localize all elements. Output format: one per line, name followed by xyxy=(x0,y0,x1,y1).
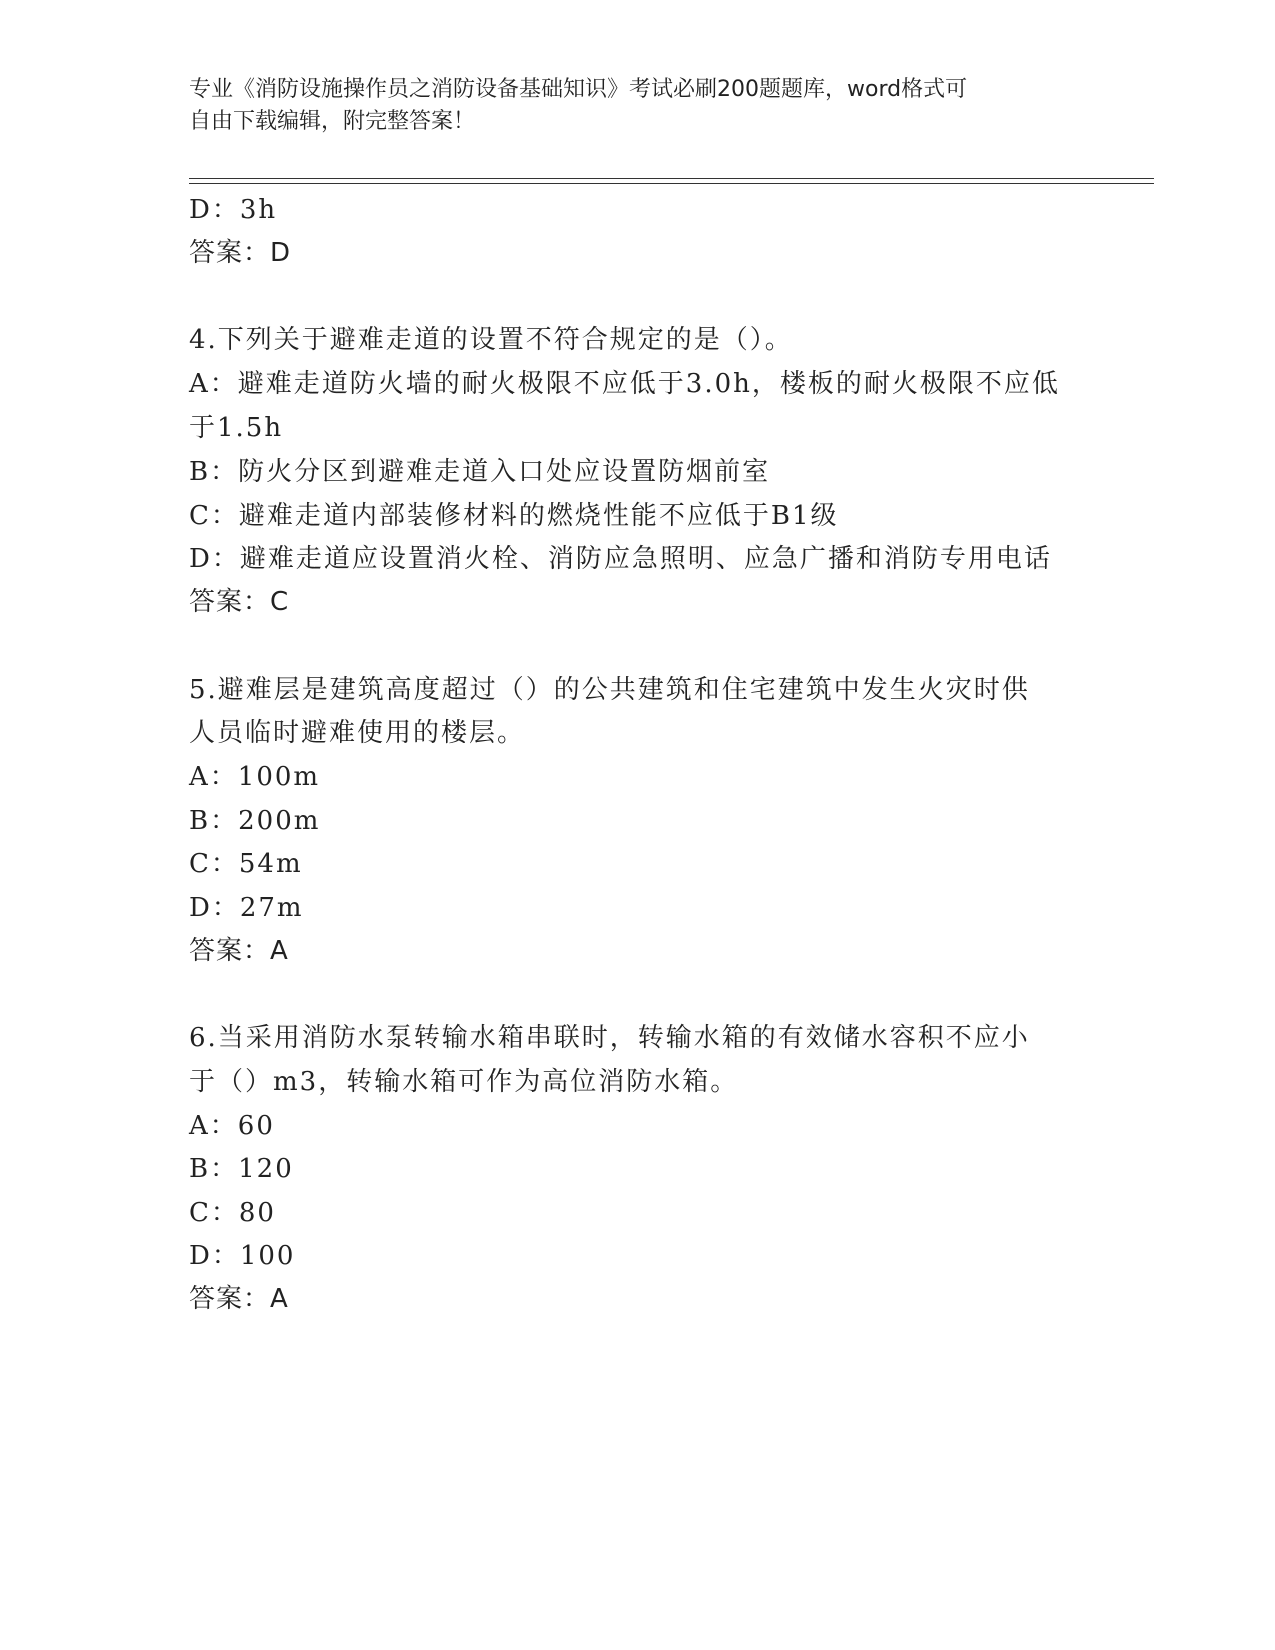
q4-option-d: D：避难走道应设置消火栓、消防应急照明、应急广播和消防专用电话 xyxy=(189,544,1052,574)
q6-option-d: D：100 xyxy=(189,1241,296,1271)
header-divider-top xyxy=(189,178,1154,179)
document-header xyxy=(189,74,1089,138)
q4-option-a-line1: A：避难走道防火墙的耐火极限不应低于3.0h，楼板的耐火极限不应低 xyxy=(189,369,1060,399)
header-line-1: 专业《消防设施操作员之消防设备基础知识》考试必刷200题题库，word格式可 xyxy=(189,77,968,102)
q4-option-b: B：防火分区到避难走道入口处应设置防烟前室 xyxy=(189,457,771,487)
q5-stem-line2: 人员临时避难使用的楼层。 xyxy=(189,718,526,748)
q6-answer: 答案：A xyxy=(189,1284,289,1314)
q5-option-d: D：27m xyxy=(189,893,304,923)
header-divider-bottom xyxy=(189,183,1154,184)
q4-stem: 4.下列关于避难走道的设置不符合规定的是（）。 xyxy=(189,325,793,355)
q5-option-b: B：200m xyxy=(189,806,321,836)
q5-answer: 答案：A xyxy=(189,936,289,966)
q5-option-c: C：54m xyxy=(189,849,303,879)
q6-option-a: A：60 xyxy=(189,1111,275,1141)
q5-stem-line1: 5.避难层是建筑高度超过（）的公共建筑和住宅建筑中发生火灾时供 xyxy=(189,675,1030,705)
q3-option-d: D：3h xyxy=(189,195,278,225)
q3-answer: 答案：D xyxy=(189,238,292,268)
q4-option-c: C：避难走道内部装修材料的燃烧性能不应低于B1级 xyxy=(189,501,839,531)
header-line-2: 自由下载编辑，附完整答案！ xyxy=(189,109,476,134)
q6-stem-line2: 于（）m3，转输水箱可作为高位消防水箱。 xyxy=(189,1067,739,1097)
q5-option-a: A：100m xyxy=(189,762,321,792)
q6-option-c: C：80 xyxy=(189,1198,276,1228)
q4-option-a-line2: 于1.5h xyxy=(189,413,284,443)
q4-answer: 答案：C xyxy=(189,587,290,617)
q6-option-b: B：120 xyxy=(189,1154,294,1184)
q6-stem-line1: 6.当采用消防水泵转输水箱串联时，转输水箱的有效储水容积不应小 xyxy=(189,1023,1030,1053)
